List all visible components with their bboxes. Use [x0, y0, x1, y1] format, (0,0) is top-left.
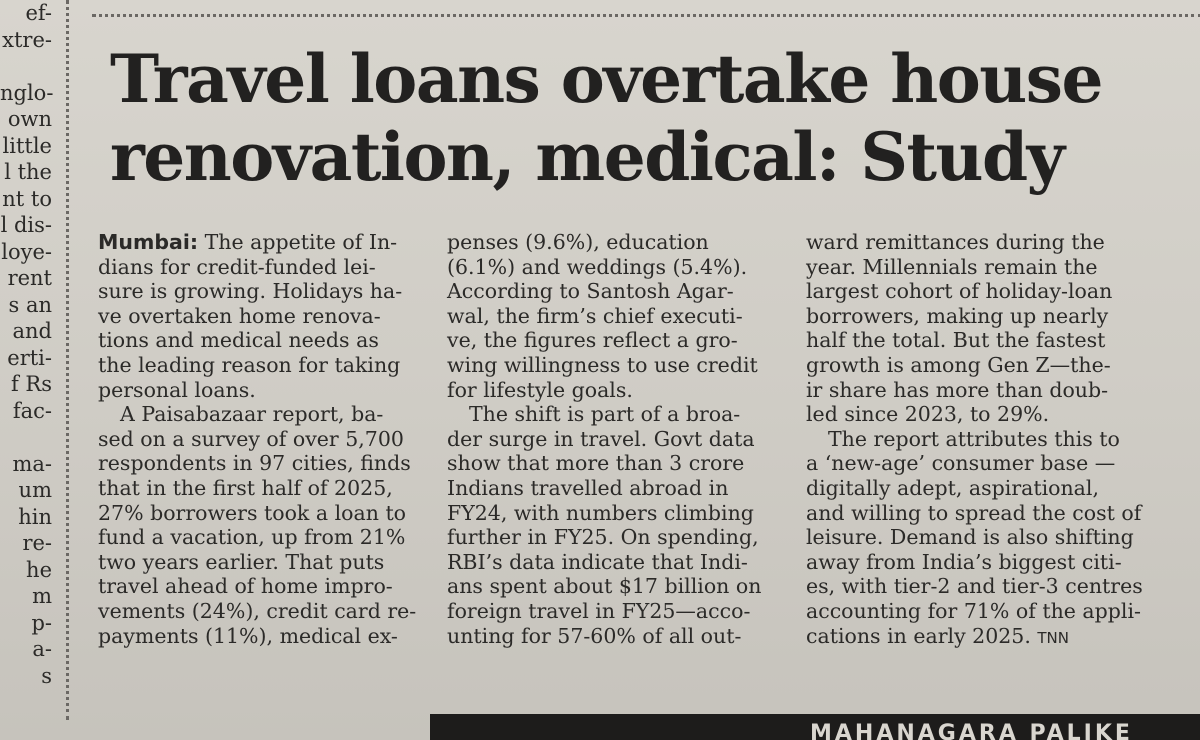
article-text: The appetite of In- [198, 230, 398, 254]
fragment-line: loye- [1, 239, 52, 264]
article-line [98, 230, 416, 255]
byline: TNN [1037, 628, 1069, 647]
article-text: cations in early 2025. [806, 623, 1031, 648]
article-line [806, 624, 1146, 651]
article-line: largest cohort of holiday-loan [806, 279, 1113, 304]
fragment-line [0, 424, 58, 451]
fragment-line: fac- [12, 398, 52, 423]
article-line: ve overtaken home renova- [98, 303, 381, 328]
article-line: vements (24%), credit card re- [98, 598, 417, 623]
fragment-line: um [18, 478, 52, 502]
fragment-line: xtre- [2, 27, 52, 52]
column-divider [66, 0, 69, 720]
fragment-line: nglo- [0, 80, 54, 105]
article-line: 27% borrowers took a loan to [98, 500, 407, 525]
article-line: led since 2023, to 29%. [806, 402, 1050, 427]
article-line: sed on a survey of over 5,700 [98, 426, 404, 451]
article-line: and willing to spread the cost of [806, 500, 1142, 525]
fragment-line: s [41, 663, 52, 688]
fragment-line: own [7, 107, 52, 131]
article-line: respondents in 97 cities, finds [98, 451, 411, 476]
fragment-line: ef- [25, 1, 52, 25]
article-line: further in FY25. On spending, [447, 525, 759, 550]
headline-line-2: renovation, medical: Study [110, 118, 1064, 196]
article-line: ir share has more than doub- [806, 377, 1109, 402]
fragment-line: erti- [7, 345, 52, 370]
article-line: der surge in travel. Govt data [447, 426, 755, 451]
article-line: penses (9.6%), education [447, 230, 709, 254]
article-line: year. Millennials remain the [806, 254, 1098, 279]
article-line: tions and medical needs as [98, 328, 379, 353]
article-line: accounting for 71% of the appli- [806, 598, 1141, 623]
fragment-line: m [32, 584, 52, 608]
article-line: ve, the figures reflect a gro- [447, 328, 738, 353]
fragment-line: rent [7, 266, 52, 290]
article-line: ans spent about $17 billion on [447, 574, 762, 599]
article-line: The shift is part of a broa- [469, 402, 741, 427]
fragment-line [0, 53, 58, 80]
dateline: Mumbai: [98, 230, 199, 254]
fragment-line: f Rs [10, 372, 52, 396]
fragment-line: l dis- [0, 213, 52, 237]
article-line: RBI’s data indicate that Indi- [447, 549, 748, 574]
article-line: show that more than 3 crore [447, 451, 745, 476]
article-line: wal, the firm’s chief executi- [447, 303, 743, 328]
article-line: ward remittances during the [806, 230, 1105, 254]
article-line: wing willingness to use credit [447, 352, 758, 377]
article-line: borrowers, making up nearly [806, 303, 1109, 328]
fragment-line: hin [18, 504, 52, 529]
next-article-heading-strip: MAHANAGARA PALIKE [430, 714, 1200, 740]
fragment-line: he [26, 557, 52, 582]
article-line: leisure. Demand is also shifting [806, 525, 1134, 550]
article-line: According to Santosh Agar- [447, 279, 734, 304]
article-line: away from India’s biggest citi- [806, 549, 1122, 574]
article-line: travel ahead of home impro- [98, 574, 393, 599]
article-line: a ‘new-age’ consumer base — [806, 451, 1116, 476]
article-column-2 [447, 230, 773, 648]
headline [110, 40, 1200, 196]
fragment-line: and [12, 319, 52, 343]
fragment-line: ma- [12, 451, 52, 476]
article-line: (6.1%) and weddings (5.4%). [447, 254, 748, 279]
article-line: personal loans. [98, 377, 256, 402]
article-line: sure is growing. Holidays ha- [98, 279, 403, 304]
article-line: growth is among Gen Z—the- [806, 352, 1111, 377]
article-line: the leading reason for taking [98, 352, 401, 377]
article-line: es, with tier-2 and tier-3 centres [806, 574, 1143, 599]
fragment-line: s an [8, 292, 52, 317]
article-line: fund a vacation, up from 21% [98, 525, 406, 550]
article-line: unting for 57-60% of all out- [447, 623, 742, 648]
article-line: for lifestyle goals. [447, 377, 633, 402]
article-line: half the total. But the fastest [806, 328, 1106, 353]
article-line: payments (11%), medical ex- [98, 623, 398, 648]
fragment-line: little [2, 133, 52, 158]
fragment-line: l the [4, 160, 52, 184]
top-divider [92, 14, 1200, 17]
adjacent-column-fragment [0, 0, 58, 720]
headline-line-1: Travel loans overtake house [110, 40, 1102, 118]
article-line: The report attributes this to [828, 426, 1120, 451]
article-line: two years earlier. That puts [98, 549, 385, 574]
article-line: foreign travel in FY25—acco- [447, 598, 751, 623]
article-line: that in the first half of 2025, [98, 475, 393, 500]
article-column-3 [806, 230, 1146, 650]
article-line: FY24, with numbers climbing [447, 500, 754, 525]
article-line: Indians travelled abroad in [447, 475, 729, 500]
fragment-line: a- [32, 637, 52, 661]
article-line: digitally adept, aspirational, [806, 475, 1099, 500]
article-line: dians for credit-funded lei- [98, 254, 376, 279]
article-line: A Paisabazaar report, ba- [120, 402, 384, 427]
article-column-1 [98, 230, 416, 648]
fragment-line: re- [22, 531, 52, 555]
fragment-line: p- [31, 610, 52, 635]
fragment-line: nt to [2, 186, 52, 211]
